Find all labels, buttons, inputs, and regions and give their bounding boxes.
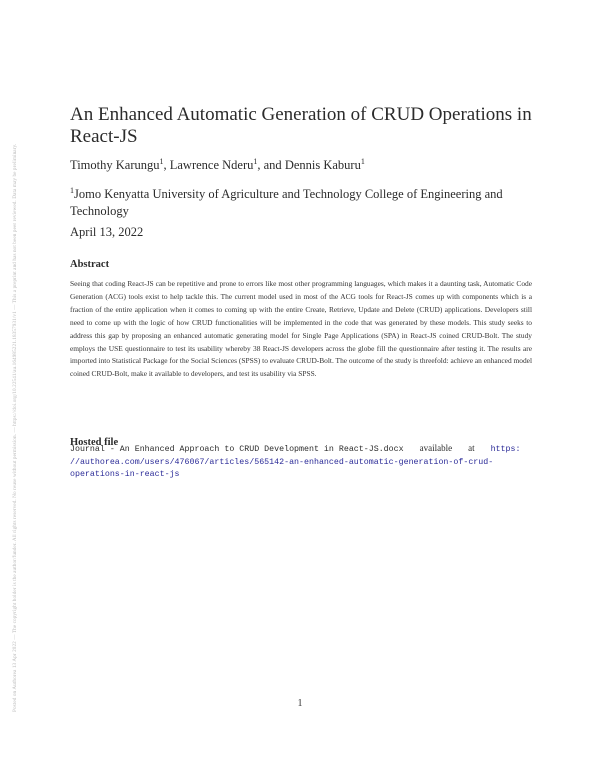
hosted-file-line-4 [70,469,532,481]
preprint-side-note: Posted on Authorea 13 Apr 2022 — The copyright holder is the author/funder. All rights reserved. No reuse without permission. — https://doi.org/10.22541/au.164985221.18357931/v1 — This a preprint and has not been peer reviewed. Data may be preliminary. [12,143,18,712]
affiliation-mark: 1 [70,186,74,195]
author-separator: , and [257,158,285,173]
at-label: at [468,443,475,454]
hosted-file-heading: Hosted file [70,437,119,448]
available-label: available [419,443,453,454]
hosted-file-link-start[interactable]: https: [490,445,521,455]
hosted-file-link-middle[interactable]: //authorea.com/users/476067/articles/565142-an-enhanced-automatic-generation-of-crud- [70,457,494,467]
hosted-file-line-2 [70,442,532,456]
affiliation [70,182,540,220]
publication-date: April 13, 2022 [70,225,144,239]
author-affiliation-mark: 1 [360,157,365,166]
hosted-file-link-block [70,430,532,481]
author-name: Lawrence Nderu [169,158,254,173]
hosted-file-link-end[interactable]: operations-in-react-js [70,469,180,479]
paper-title: An Enhanced Automatic Generation of CRUD Operations in React-JS [70,104,532,147]
hosted-file-line-3 [70,457,532,469]
author-name: Timothy Karungu [70,158,160,173]
abstract-heading: Abstract [70,259,110,270]
page-number: 1 [297,698,303,709]
author-affiliation-mark: 1 [253,157,258,166]
author-name: Dennis Kaburu [284,158,361,173]
affiliation-text: Jomo Kenyatta University of Agriculture and Technology College of Engineering and Technology [70,187,503,219]
hosted-file-name: Journal - An Enhanced Approach to CRUD Development in React-JS.docx [70,445,404,455]
author-list [70,157,540,173]
author-affiliation-mark: 1 [159,157,164,166]
author-separator: , [163,158,170,173]
abstract-text: Seeing that coding React-JS can be repetitive and prone to errors like most other programming languages, which makes it a daunting task, Automatic Code Generation (ACG) tools exist to help tackle this. The current model used in most of the ACG tools for React-JS comes up with components which is a fraction of the entire application when it comes to coming up with the entire Create, Retrieve, Update and Delete (CRUD) applications. Developers still need to come up with the logic of how CRUD functionalities will be implemented in the code that was generated by these models. This study seeks to address this gap by proposing an enhanced automatic generating model for Single Page Applications (SPA) in React-JS coined CRUD-Bolt. The study employs the USE questionnaire to test its usability whereby 38 React-JS developers across the globe fill the questionnaire after testing it. The results are imported into Statistical Package for the Social Sciences (SPSS) to evaluate CRUD-Bolt. The outcome of the study is threefold: achieve an enhanced model coined CRUD-Bolt, make it available to developers, and test its usability via SPSS. [70,279,532,379]
